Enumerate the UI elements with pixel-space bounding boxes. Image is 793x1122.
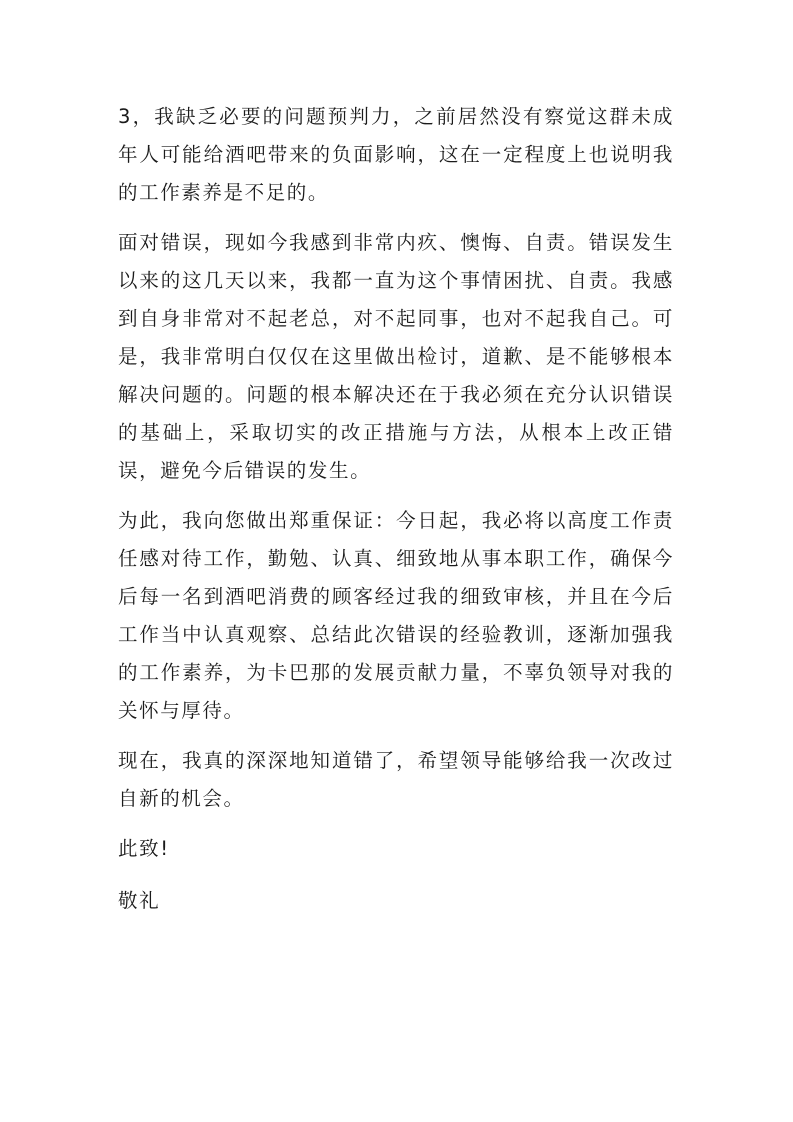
paragraph-guarantee: 为此，我向您做出郑重保证：今日起，我必将以高度工作责任感对待工作，勤勉、认真、细致地从事本职工作，确保今后每一名到酒吧消费的顾客经过我的细致审核，并且在今后工作当中认真观察、总结此次错误的经验教训，逐渐加强我的工作素养，为卡巴那的发展贡献力量，不辜负领导对我的关怀与厚待。: [118, 509, 674, 722]
salutation-line: 敬礼: [118, 889, 161, 912]
paragraph-reflection: 面对错误，现如今我感到非常内疚、懊悔、自责。错误发生以来的这几天以来，我都一直为这个事情困扰、自责。我感到自身非常对不起老总，对不起同事，也对不起我自己。可是，我非常明白仅仅在这里做出检讨，道歉、是不能够根本解决问题的。问题的根本解决还在于我必须在充分认识错误的基础上，采取切实的改正措施与方法，从根本上改正错误，避免今后错误的发生。: [118, 231, 674, 482]
paragraph-point-3: 3，我缺乏必要的问题预判力，之前居然没有察觉这群未成年人可能给酒吧带来的负面影响，这在一定程度上也说明我的工作素养是不足的。: [118, 105, 674, 204]
closing-line: 此致!: [118, 837, 170, 860]
paragraph-apology: 现在，我真的深深地知道错了，希望领导能够给我一次改过自新的机会。: [118, 749, 674, 810]
document-body: [118, 98, 674, 934]
